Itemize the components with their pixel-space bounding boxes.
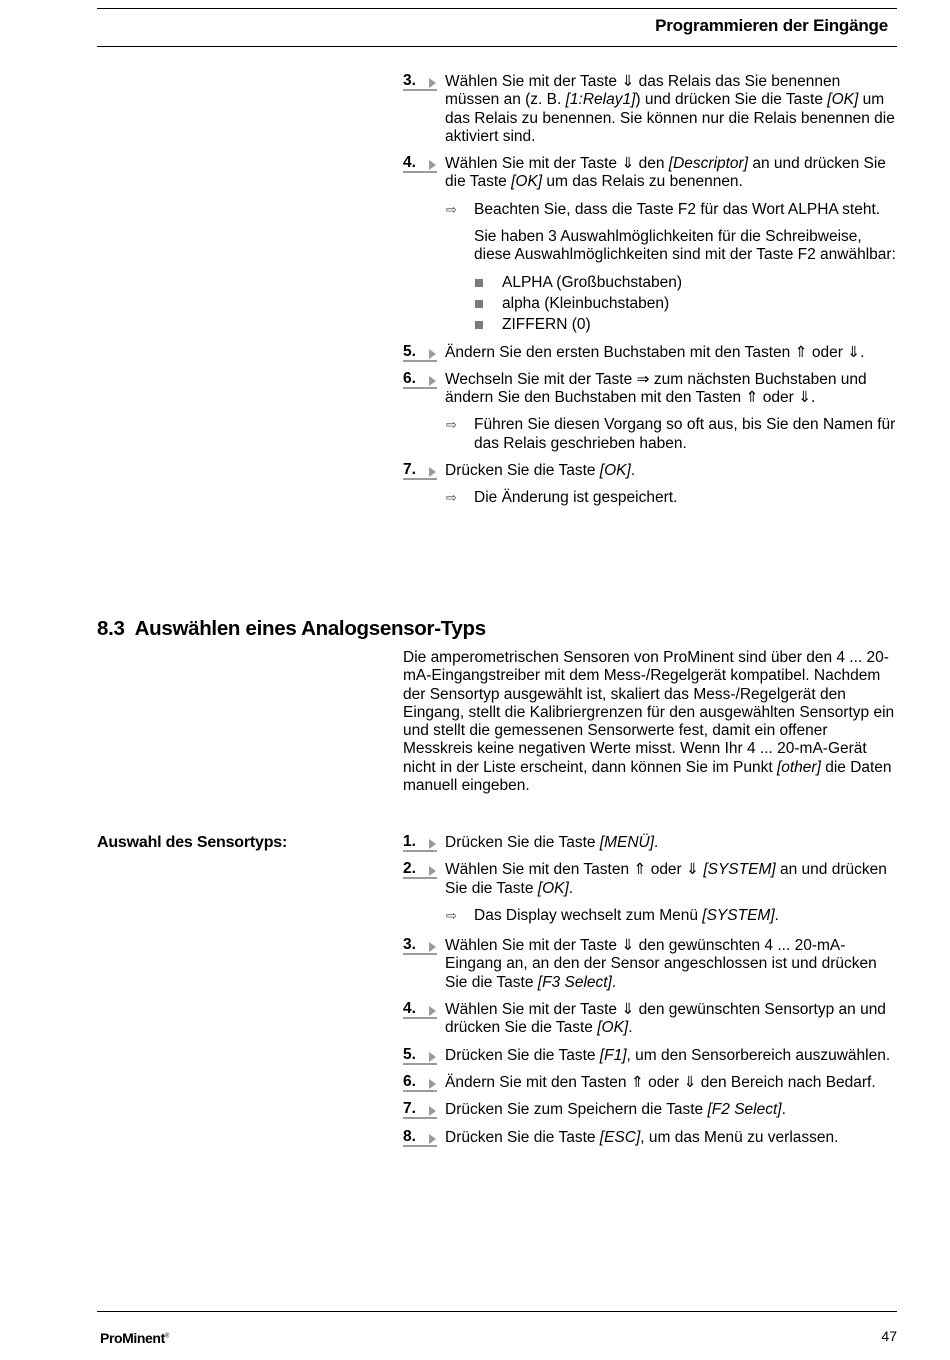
step-number: 2.	[403, 861, 437, 879]
arrow-right-icon	[429, 376, 436, 386]
hollow-arrow-icon: ⇨	[446, 201, 457, 217]
result-text: Beachten Sie, dass die Taste F2 für das Wort ALPHA steht.	[474, 200, 881, 218]
alpha-note: Sie haben 3 Auswahlmöglichkeiten für die Schreibweise, diese Auswahlmöglichkeiten sind mit der Taste F2 anwählbar:	[474, 228, 896, 264]
result-saved	[403, 489, 898, 507]
key-reference: [Descriptor]	[668, 155, 749, 173]
prominent-logo: ProMinent®	[100, 1330, 169, 1346]
step-6-next-letter	[403, 371, 898, 408]
key-reference: [SYSTEM]	[703, 861, 776, 879]
result-text: Führen Sie diesen Vorgang so oft aus, bis Sie den Namen für das Relais geschrieben haben.	[474, 416, 896, 452]
arrow-right-icon	[429, 1079, 436, 1089]
step-number: 3.	[403, 73, 437, 91]
square-bullet-icon	[475, 279, 483, 287]
result-text: Das Display wechselt zum Menü [SYSTEM].	[474, 906, 779, 924]
step-number: 7.	[403, 462, 437, 480]
key-reference: [F1]	[599, 1046, 627, 1064]
sensor-step-6	[403, 1074, 898, 1092]
step-text: Wählen Sie mit der Taste ⇓ das Relais das Sie benennen müssen an (z. B. [1:Relay1]) und drücken Sie die Taste [OK] um das Relais zu benennen. Sie können nur die Relais benennen die aktiviert sind.	[445, 73, 895, 145]
arrow-right-icon	[429, 467, 436, 477]
step-number: 8.	[403, 1129, 437, 1147]
key-reference: [SYSTEM]	[702, 906, 775, 924]
step-number: 4.	[403, 1001, 437, 1019]
header-title: Programmieren der Eingänge	[655, 16, 888, 35]
key-reference: [OK]	[511, 173, 543, 191]
key-reference: [F2 Select]	[707, 1101, 782, 1119]
step-text: Ändern Sie mit den Tasten ⇑ oder ⇓ den Bereich nach Bedarf.	[445, 1073, 876, 1091]
key-reference: [ESC]	[599, 1128, 641, 1146]
step-3-relay	[403, 73, 898, 146]
list-item: ALPHA (Großbuchstaben)	[403, 274, 898, 292]
step-number: 5.	[403, 1047, 437, 1065]
arrow-right-icon	[429, 1134, 436, 1144]
step-text: Wählen Sie mit den Tasten ⇑ oder ⇓ [SYSTEM] an und drücken Sie die Taste [OK].	[445, 861, 887, 897]
sensor-selection-label: Auswahl des Sensortyps:	[97, 834, 288, 851]
result-display-system	[403, 907, 898, 925]
sensor-step-2	[403, 861, 898, 898]
step-number: 3.	[403, 937, 437, 955]
arrow-right-icon	[429, 942, 436, 952]
key-reference: [MENÜ]	[599, 834, 655, 851]
header-rule-top	[97, 8, 897, 9]
key-reference: [1:Relay1]	[565, 91, 636, 109]
step-4-descriptor	[403, 155, 898, 192]
step-7-ok	[403, 462, 898, 480]
sensor-steps	[403, 834, 898, 1147]
sensor-step-5	[403, 1047, 898, 1065]
arrow-right-icon	[429, 866, 436, 876]
step-text: Drücken Sie zum Speichern die Taste [F2 Select].	[445, 1101, 786, 1119]
arrow-right-icon	[429, 1106, 436, 1116]
step-text: Wählen Sie mit der Taste ⇓ den [Descriptor] an und drücken Sie die Taste [OK] um das Relais zu benennen.	[445, 155, 886, 191]
square-bullet-icon	[475, 300, 483, 308]
step-number: 4.	[403, 155, 437, 173]
hollow-arrow-icon: ⇨	[446, 490, 457, 506]
key-reference: [OK]	[537, 879, 569, 897]
arrow-right-icon	[429, 349, 436, 359]
page-number: 47	[881, 1328, 897, 1344]
step-text: Ändern Sie den ersten Buchstaben mit den Tasten ⇑ oder ⇓.	[445, 343, 865, 361]
step-text: Drücken Sie die Taste [ESC], um das Menü zu verlassen.	[445, 1128, 839, 1146]
step-number: 5.	[403, 344, 437, 362]
sensor-step-1	[403, 834, 898, 852]
arrow-right-icon	[429, 1052, 436, 1062]
key-reference: [other]	[776, 758, 821, 776]
step-number: 6.	[403, 371, 437, 389]
step-text: Drücken Sie die Taste [MENÜ].	[445, 834, 659, 851]
step-text: Wählen Sie mit der Taste ⇓ den gewünschten 4 ... 20-mA-Eingang an, an den der Sensor angeschlossen ist und drücken Sie die Taste [F3 Select].	[445, 937, 877, 991]
result-repeat	[403, 416, 898, 453]
step-number: 1.	[403, 834, 437, 852]
step-text: Wählen Sie mit der Taste ⇓ den gewünschten Sensortyp an und drücken Sie die Taste [OK].	[445, 1001, 886, 1037]
arrow-right-icon	[429, 78, 436, 88]
section-heading: 8.3 Auswählen eines Analogsensor-Typs	[97, 617, 486, 640]
sensor-step-3	[403, 937, 898, 992]
hollow-arrow-icon: ⇨	[446, 417, 457, 433]
relay-naming-steps	[403, 73, 898, 508]
square-bullet-icon	[475, 321, 483, 329]
result-alpha	[403, 201, 898, 219]
section-intro: Die amperometrischen Sensoren von ProMinent sind über den 4 ... 20-mA-Eingangstreiber mit dem Mess-/Regelgerät kompatibel. Nachdem der Sensortyp ausgewählt ist, skaliert das Mess-/Regelgerät den Eingang, stellt die Kalibriergrenzen für den ausgewählten Sensortyp ein und stellt die gemessenen Sensorwerte fest, damit ein offener Messkreis keine negativen Werte misst. Wenn Ihr 4 ... 20-mA-Gerät nicht in der Liste erscheint, dann können Sie im Punkt [other] die Daten manuell eingeben.	[403, 649, 895, 795]
key-reference: [F3 Select]	[537, 973, 612, 991]
step-number: 7.	[403, 1101, 437, 1119]
arrow-right-icon	[429, 1006, 436, 1016]
hollow-arrow-icon: ⇨	[446, 907, 457, 923]
step-5-change-letter	[403, 344, 898, 362]
sensor-step-4	[403, 1001, 898, 1038]
arrow-right-icon	[429, 839, 436, 849]
step-text: Drücken Sie die Taste [OK].	[445, 462, 636, 480]
arrow-right-icon	[429, 160, 436, 170]
step-text: Wechseln Sie mit der Taste ⇒ zum nächsten Buchstaben und ändern Sie den Buchstaben mit den Tasten ⇑ oder ⇓.	[445, 370, 867, 407]
sensor-step-7	[403, 1101, 898, 1119]
sensor-step-8	[403, 1129, 898, 1147]
footer-rule	[97, 1311, 897, 1312]
result-text: Die Änderung ist gespeichert.	[474, 489, 678, 507]
step-text: Drücken Sie die Taste [F1], um den Sensorbereich auszuwählen.	[445, 1046, 891, 1064]
key-reference: [OK]	[599, 462, 631, 480]
step-number: 6.	[403, 1074, 437, 1092]
list-item: alpha (Kleinbuchstaben)	[403, 295, 898, 313]
list-item: ZIFFERN (0)	[403, 316, 898, 334]
header-rule-bottom	[97, 46, 897, 47]
key-reference: [OK]	[597, 1019, 629, 1037]
key-reference: [OK]	[827, 91, 859, 109]
